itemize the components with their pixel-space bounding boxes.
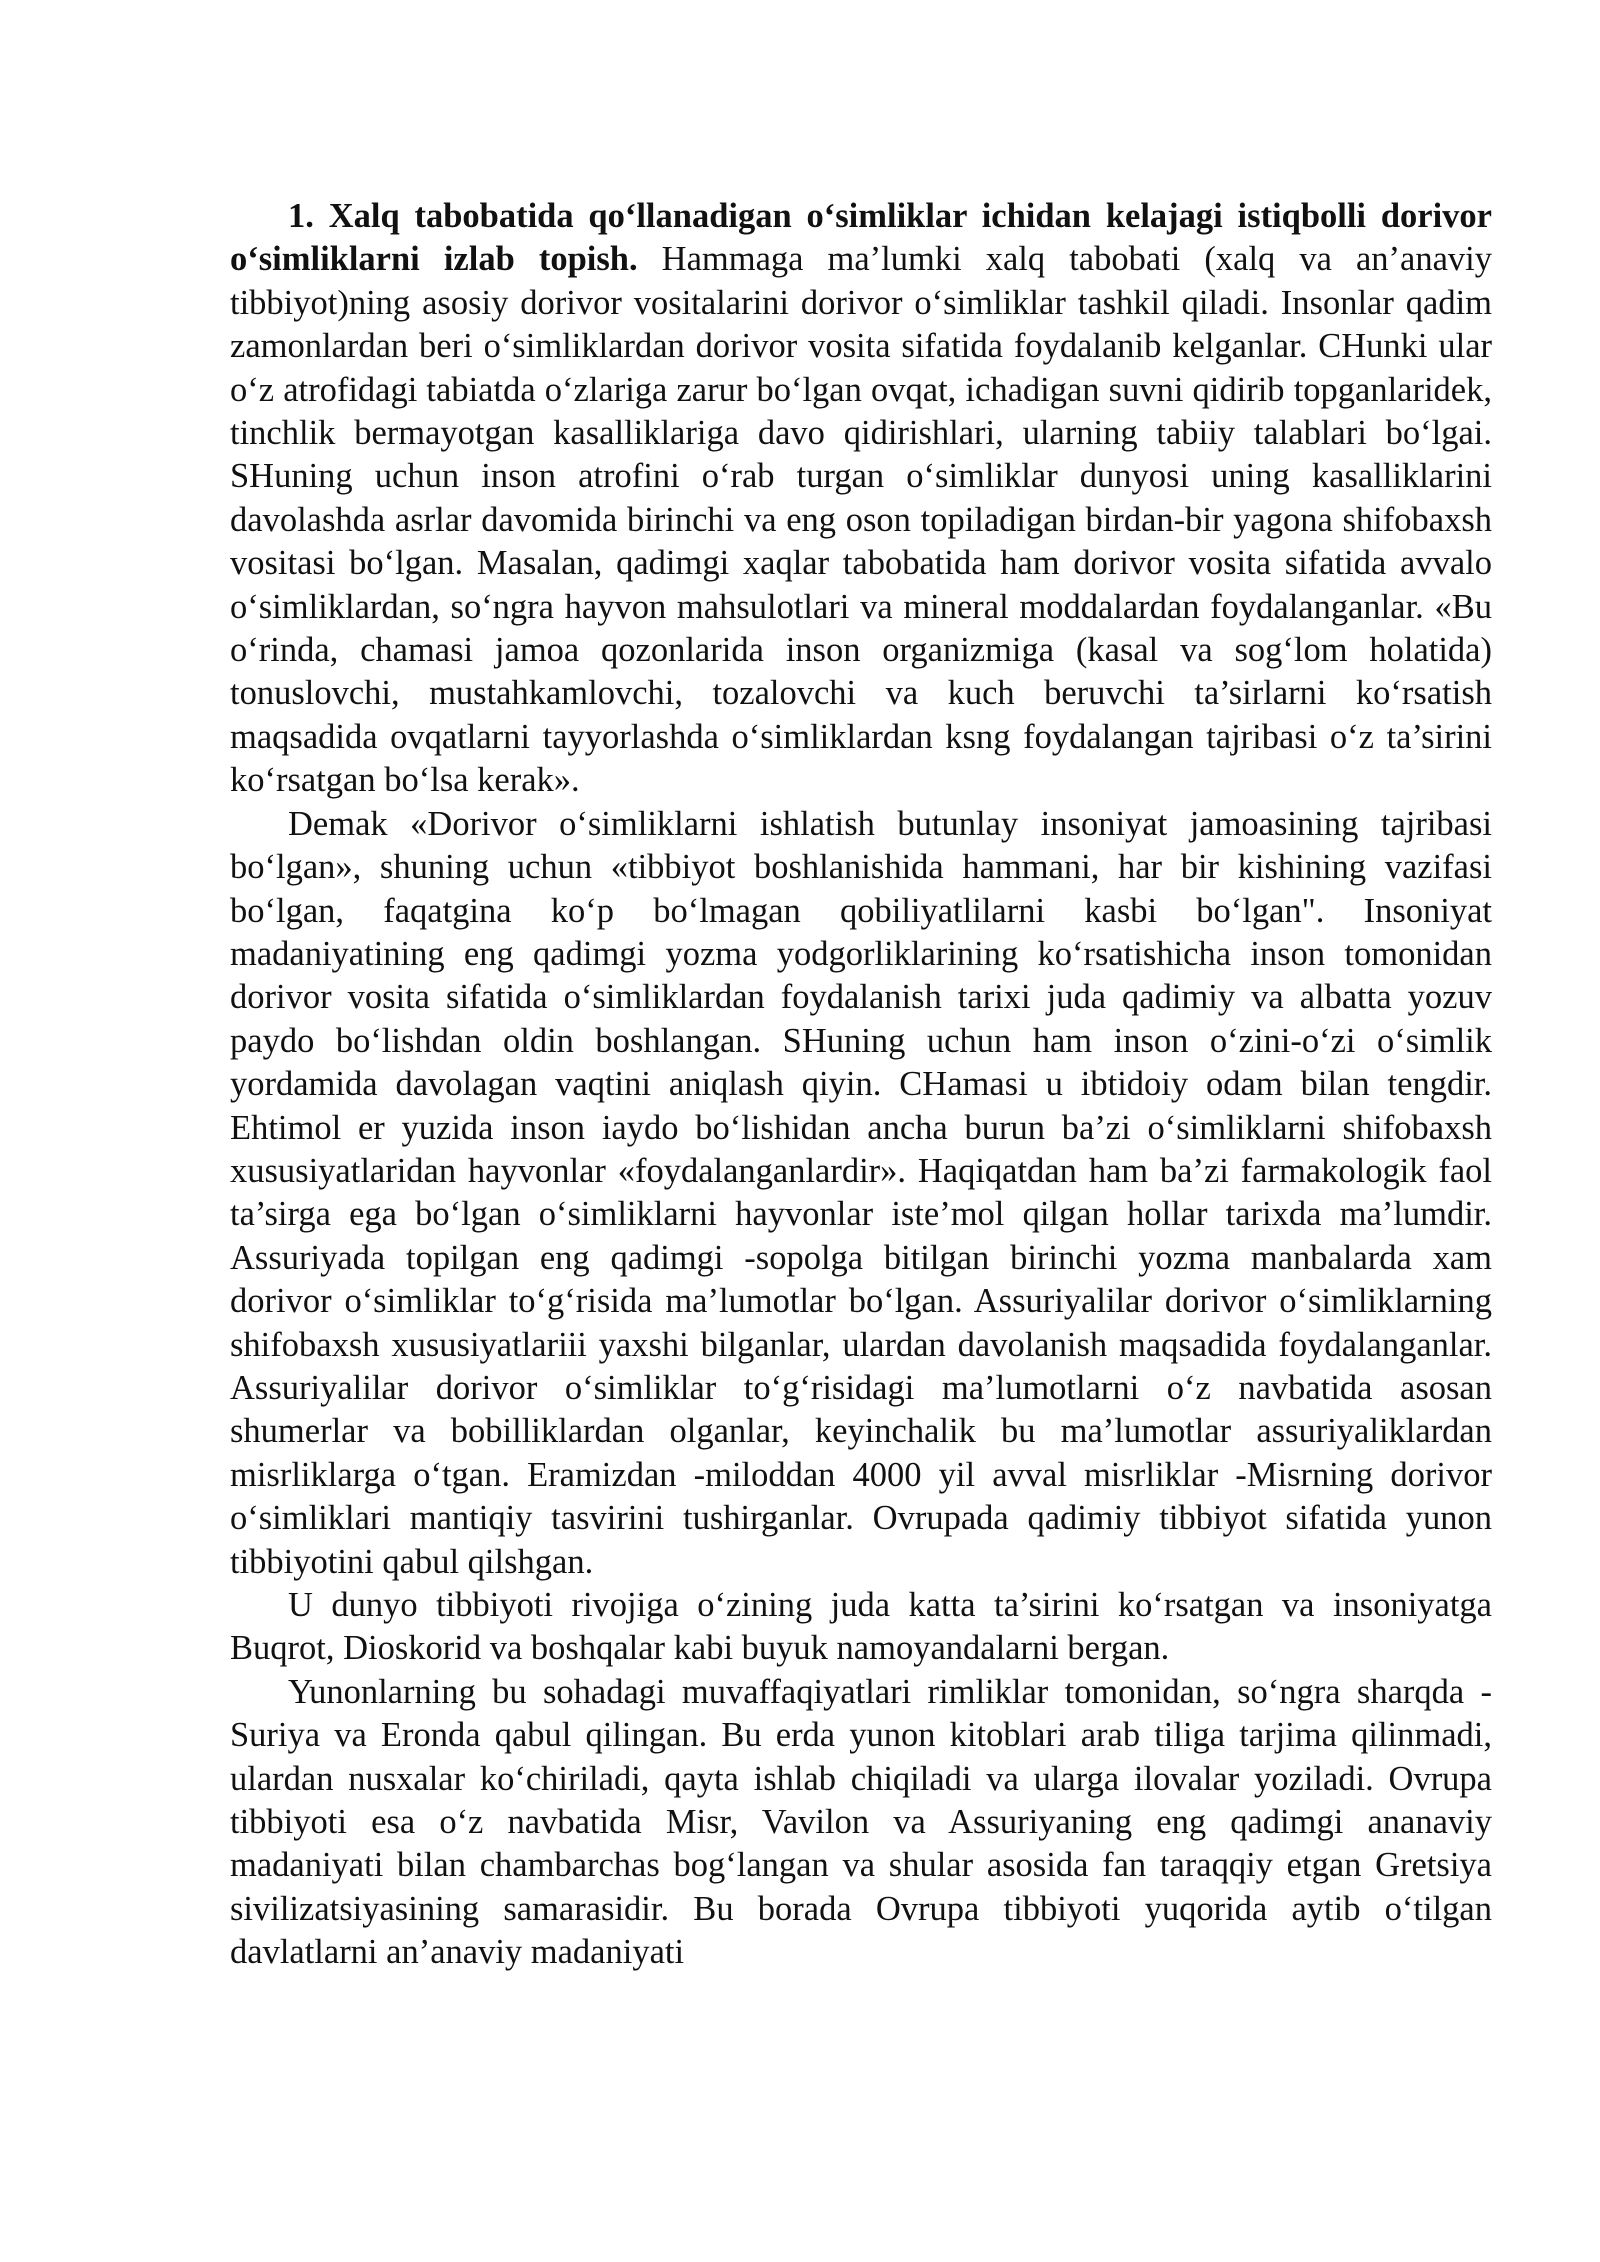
paragraph-3: U dunyo tibbiyoti rivojiga o‘zining juda katta ta’sirini ko‘rsatgan va insoniyatga Buqrot, Dioskorid va boshqalar kabi buyuk namoyandalarni bergan. bbox=[230, 1586, 1492, 1668]
paragraph-1 bbox=[230, 195, 1492, 803]
section-heading: 1. Xalq tabobatida qo‘llanadigan o‘simliklar ichidan kelajagi istiqbolli dorivor o‘simliklarni izlab topish. bbox=[230, 197, 1492, 279]
paragraph-1-text: Hammaga ma’lumki xalq tabobati (xalq va an’anaviy tibbiyot)ning asosiy dorivor vositalarini dorivor o‘simliklar tashkil qiladi. Insonlar qadim zamonlardan beri o‘simliklardan dorivor vosita sifatida foydalanib kelganlar. CHunki ular o‘z atrofidagi tabiatda o‘zlariga zarur bo‘lgan ovqat, ichadigan suvni qidirib topganlaridek, tinchlik bermayotgan kasalliklariga davo qidirishlari, ularning tabiiy talablari bo‘lgai. SHuning uchun inson atrofini o‘rab turgan o‘simliklar dunyosi uning kasalliklarini davolashda asrlar davomida birinchi va eng oson topiladigan birdan-bir yagona shifobaxsh vositasi bo‘lgan. Masalan, qadimgi xaqlar tabobatida ham dorivor vosita sifatida avvalo o‘simliklardan, so‘ngra hayvon mahsulotlari va mineral moddalardan foydalanganlar. «Bu o‘rinda, chamasi jamoa qozonlarida inson organizmiga (kasal va sog‘lom holatida) tonuslovchi, mustahkamlovchi, tozalovchi va kuch beruvchi ta’sirlarni ko‘rsatish maqsadida ovqatlarni tayyorlashda o‘simliklardan ksng foydalangan tajribasi o‘z ta’sirini ko‘rsatgan bo‘lsa kerak». bbox=[230, 240, 1493, 800]
paragraph-2: Demak «Dorivor o‘simliklarni ishlatish butunlay insoniyat jamoasining tajribasi bo‘lgan», shuning uchun «tibbiyot boshlanishida hammani, har bir kishining vazifasi bo‘lgan, faqatgina ko‘p bo‘lmagan qobiliyatlilarni kasbi bo‘lgan". Insoniyat madaniyatining eng qadimgi yozma yodgorliklarining ko‘rsatishicha inson tomonidan dorivor vosita sifatida o‘simliklardan foydalanish tarixi juda qadimiy va albatta yozuv paydo bo‘lishdan oldin boshlangan. SHuning uchun ham inson o‘zini-o‘zi o‘simlik yordamida davolagan vaqtini aniqlash qiyin. CHamasi u ibtidoiy odam bilan tengdir. Ehtimol er yuzida inson iaydo bo‘lishidan ancha burun ba’zi o‘simliklarni shifobaxsh xususiyatlaridan hayvonlar «foydalanganlardir». Haqiqatdan ham ba’zi farmakologik faol ta’sirga ega bo‘lgan o‘simliklarni hayvonlar iste’mol qilgan hollar tarixda ma’lumdir. Assuriyada topilgan eng qadimgi -sopolga bitilgan birinchi yozma manbalarda xam dorivor o‘simliklar to‘g‘risida ma’lumotlar bo‘lgan. Assuriyalilar dorivor o‘simliklarning shifobaxsh xususiyatlariii yaxshi bilganlar, ulardan davolanish maqsadida foydalanganlar. Assuriyalilar dorivor o‘simliklar to‘g‘risidagi ma’lumotlarni o‘z navbatida asosan shumerlar va bobilliklardan olganlar, keyinchalik bu ma’lumotlar assuriyaliklardan misrliklarga o‘tgan. Eramizdan -miloddan 4000 yil avval misrliklar -Misrning dorivor o‘simliklari mantiqiy tasvirini tushirganlar. Ovrupada qadimiy tibbiyot sifatida yunon tibbiyotini qabul qilshgan. bbox=[230, 804, 1492, 1581]
document-page bbox=[230, 195, 1492, 1975]
paragraph-4: Yunonlarning bu sohadagi muvaffaqiyatlari rimliklar tomonidan, so‘ngra sharqda - Suriya va Eronda qabul qilingan. Bu erda yunon kitoblari arab tiliga tarjima qilinmadi, ulardan nusxalar ko‘chiriladi, qayta ishlab chiqiladi va ularga ilovalar yoziladi. Ovrupa tibbiyoti esa o‘z navbatida Misr, Vavilon va Assuriyaning eng qadimgi ananaviy madaniyati bilan chambarchas bog‘langan va shular asosida fan taraqqiy etgan Gretsiya sivilizatsiyasining samarasidir. Bu borada Ovrupa tibbiyoti yuqorida aytib o‘tilgan davlatlarni an’anaviy madaniyati bbox=[230, 1672, 1492, 1972]
